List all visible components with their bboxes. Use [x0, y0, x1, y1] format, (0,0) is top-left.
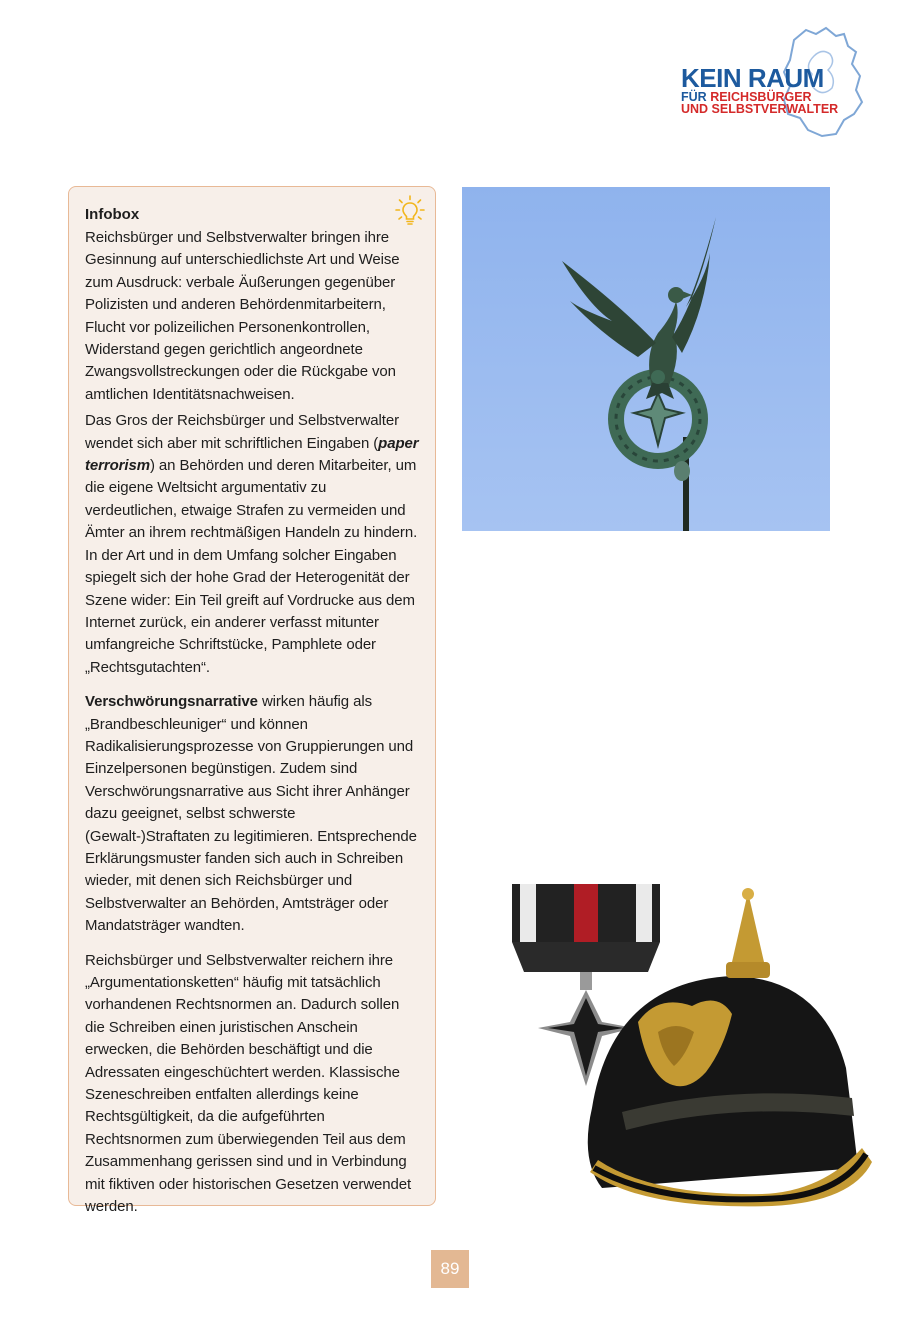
logo-subtitle-2: UND SELBSTVERWALTER	[681, 102, 839, 116]
eagle-sculpture-photo	[462, 187, 830, 531]
page-number: 89	[431, 1250, 469, 1288]
infobox-paragraph-1: Reichsbürger und Selbstverwalter bringen ihre Gesinnung auf unterschiedlichste Art und Weise zum Ausdruck: verbale Äußerungen gegenüber Polizisten und anderen Behördenmitarbeitern, Flucht vor polizeilichen Personenkontrollen, Widerstand gegen gerichtlich angeordnete Zwangsvollstreckungen oder die Rückgabe von amtlichen Identitätsnachweisen.	[85, 229, 400, 403]
infobox-paragraph-4: Reichsbürger und Selbstverwalter reichern ihre „Argumentationsketten“ häufig mit tatsächlich vorhandenen Rechtsnormen an. Dadurch sollen die Schreiben einen juristischen Anschein erwecken, die Behörden beschäftigt und die Adressaten eingeschüchtert werden. Klassische Szeneschreiben entfalten allerdings keine Rechtsgültigkeit, da die aufgeführten Rechtsnormen zum überwiegenden Teil aus dem Zusammenhang gerissen sind und in Verbindung mit fiktiven oder historischen Gesetzen verwendet werden.	[85, 951, 412, 1216]
medal-and-helmet-photo	[462, 872, 898, 1216]
logo-subtitle-rest: REICHSBÜRGER	[710, 90, 812, 104]
paragraph-2-end: ) an Behörden und deren Mitarbeiter, um die eigene Weltsicht argumentativ zu verdeutlichen, etwaige Strafen zu vermeiden und Ämter an ihrem rechtmäßigen Handeln zu hindern. In der Art und in dem Umfang solcher Eingaben spiegelt sich der hohe Grad der Heterogenität der Szene wider: Ein Teil greift auf Vordrucke aus dem Internet zurück, ein anderer verfasst mitunter umfangreiche Schriftstücke, Pamphlete oder „Rechtsgutachten“.	[85, 457, 418, 676]
logo-subtitle-prefix: FÜR	[681, 90, 707, 104]
eagle-on-wreath-image	[462, 187, 830, 531]
paragraph-2-start: Das Gros der Reichsbürger und Selbstverwalter wendet sich aber mit schriftlichen Eingaben (	[85, 412, 399, 452]
logo	[676, 26, 876, 140]
lightbulb-icon	[395, 195, 425, 227]
infobox-paragraph-2	[85, 410, 421, 679]
infobox-paragraph-3	[85, 691, 421, 937]
conspiracy-narratives-term: Verschwörungsnarrative	[85, 693, 258, 711]
logo-title: KEIN RAUM	[681, 63, 824, 93]
infobox	[68, 186, 436, 1216]
infobox-title: Infobox	[85, 206, 140, 223]
paragraph-3-rest: wirken häufig als „Brandbeschleuniger“ und können Radikalisierungsprozesse von Gruppierungen und Einzelpersonen begünstigen. Zudem sind Verschwörungsnarrative aus Sicht ihrer Anhänger dazu geeignet, selbst schwerste (Gewalt-)Straftaten zu legitimieren. Entsprechende Erklärungsmuster fanden sich auch in Schreiben wieder, mit denen sich Reichsbürger und Selbstverwalter an Behörden, Amtsträger oder Mandatsträger wandten.	[85, 693, 417, 935]
paper-terrorism-term: paper terrorism	[85, 434, 419, 475]
iron-cross-and-pickelhaube-image	[462, 872, 898, 1216]
